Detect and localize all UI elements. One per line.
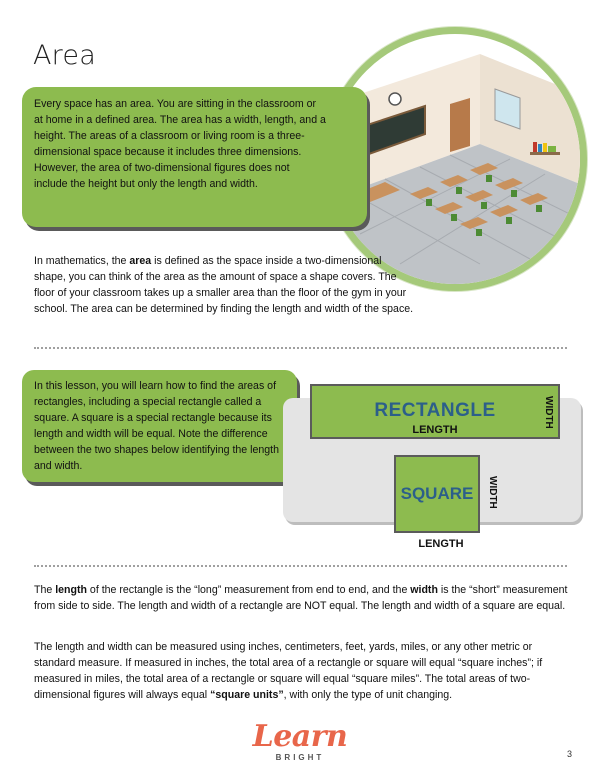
square-length-label: LENGTH bbox=[418, 538, 464, 550]
units-text-1: The length and width can be measured using inches, centimeters, feet, yards, miles, or any other metric or standard measure. If measured in inches, the total area of a rectangle or square will equal “square inches”; if measured in miles, the total area of a rectangle or square will equal “square miles”. The total areas of two-dimensional figures will always equal bbox=[34, 641, 543, 701]
units-bold: “square units” bbox=[210, 689, 284, 701]
lw-text-2: of the rectangle is the “long” measurement from end to end, and the bbox=[86, 584, 411, 596]
square-width-label: WIDTH bbox=[487, 475, 498, 509]
dotted-divider bbox=[34, 565, 567, 567]
lw-text-1: The bbox=[34, 584, 56, 596]
page-number: 3 bbox=[567, 749, 573, 759]
square-shape bbox=[394, 455, 480, 533]
square-label: SQUARE bbox=[400, 484, 474, 503]
page-title: Area bbox=[33, 40, 96, 71]
logo-sub: BRIGHT bbox=[275, 753, 325, 762]
definition-post: is defined as the space inside a two-dimensional shape, you can think of the area as the amount of space a shape covers. The floor of your classroom takes up a smaller area than the floor of the gym in your school. The area can be determined by finding the length and width of the space. bbox=[34, 255, 414, 315]
units-text-2: , with only the type of unit changing. bbox=[283, 689, 453, 701]
area-definition bbox=[34, 253, 414, 317]
lesson-text: In this lesson, you will learn how to find the areas of rectangles, including a special rectangle called a square. A square is a special rectangle because its length and width will be equal. Note the difference between the two shapes below identifying the length and width. bbox=[34, 380, 280, 472]
lw-bold-width: width bbox=[410, 584, 438, 596]
classroom-drawing bbox=[330, 34, 580, 284]
dotted-divider bbox=[34, 347, 567, 349]
rectangle-label: RECTANGLE bbox=[374, 400, 496, 421]
rectangle-width-label: WIDTH bbox=[543, 395, 554, 429]
units-paragraph bbox=[34, 639, 569, 703]
lw-text-3: is the “short” measurement from side to side. The length and width of a rectangle are NOT equal. The length and width of a square are equal. bbox=[34, 584, 568, 612]
logo-word: Learn bbox=[252, 719, 348, 754]
intro-text: Every space has an area. You are sitting in the classroom or at home in a defined area. The area has a width, length, and a height. The areas of a classroom or living room is a three-dimensional space because it includes three dimensions. However, the area of two-dimensional figures does not include the height but only the length and width. bbox=[34, 98, 326, 190]
definition-pre: In mathematics, the bbox=[34, 255, 130, 267]
definition-term: area bbox=[129, 255, 152, 267]
learn-bright-logo bbox=[250, 719, 350, 762]
lw-bold-length: length bbox=[55, 584, 87, 596]
rectangle-length-label: LENGTH bbox=[412, 424, 458, 436]
length-width-paragraph bbox=[34, 582, 569, 614]
